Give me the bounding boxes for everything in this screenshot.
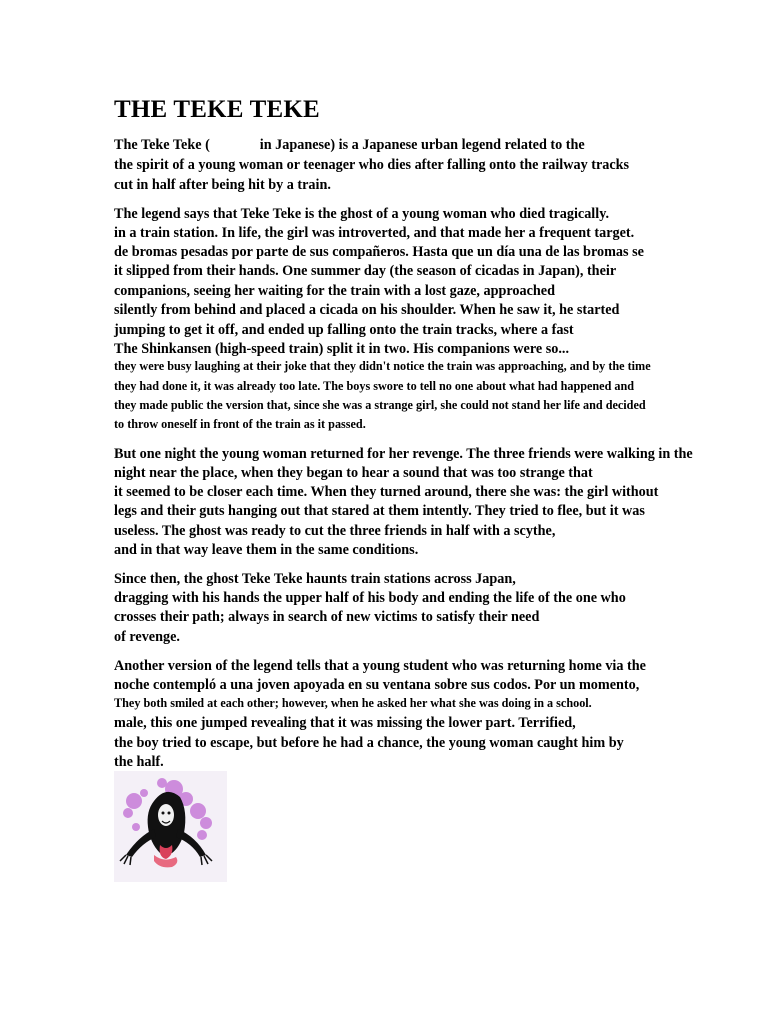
paragraph-3-line: legs and their guts hanging out that stared at them intently. They tried to flee, but it was	[114, 503, 645, 519]
teke-teke-ghost-icon	[114, 771, 227, 882]
teke-teke-illustration	[114, 771, 227, 882]
paragraph-4-line: dragging with his hands the upper half of his body and ending the life of the one who	[114, 590, 626, 606]
paragraph-3-line: and in that way leave them in the same conditions.	[114, 542, 419, 558]
paragraph-2-line: silently from behind and placed a cicada on his shoulder. When he saw it, he started	[114, 302, 620, 318]
paragraph-2-line: The legend says that Teke Teke is the ghost of a young woman who died tragically.	[114, 206, 610, 222]
paragraph-2-line: in a train station. In life, the girl was introverted, and that made her a frequent target.	[114, 225, 635, 241]
paragraph-2-line: The Shinkansen (high-speed train) split it in two. His companions were so...	[114, 341, 569, 357]
paragraph-4-line: of revenge.	[114, 629, 180, 645]
paragraph-2-line: jumping to get it off, and ended up falling onto the train tracks, where a fast	[114, 322, 574, 338]
paragraph-5-line: Another version of the legend tells that a young student who was returning home via the	[114, 658, 646, 674]
paragraph-1-line-1-b: in Japanese) is a Japanese urban legend related to the	[259, 137, 585, 153]
paragraph-5-line: They both smiled at each other; however, when he asked her what she was doing in a school.	[114, 696, 592, 710]
paragraph-4-line: crosses their path; always in search of new victims to satisfy their need	[114, 609, 540, 625]
paragraph-2-line: de bromas pesadas por parte de sus compañeros. Hasta que un día una de las bromas se	[114, 244, 644, 260]
paragraph-4-line: Since then, the ghost Teke Teke haunts train stations across Japan,	[114, 571, 516, 587]
paragraph-3-line: But one night the young woman returned for her revenge. The three friends were walking in the	[114, 446, 693, 462]
paragraph-2-line: they made public the version that, since she was a strange girl, she could not stand her life and decided	[114, 398, 646, 412]
paragraph-1-line-1	[114, 138, 585, 152]
paragraph-3-line: useless. The ghost was ready to cut the three friends in half with a scythe,	[114, 523, 556, 539]
paragraph-2-line: to throw oneself in front of the train as it passed.	[114, 417, 366, 431]
paragraph-5-line: noche contempló a una joven apoyada en su ventana sobre sus codos. Por un momento,	[114, 677, 640, 693]
paragraph-1-line-1-a: The Teke Teke (	[114, 137, 210, 153]
paragraph-3-line: night near the place, when they began to hear a sound that was too strange that	[114, 465, 593, 481]
paragraph-1-line-2: the spirit of a young woman or teenager who dies after falling onto the railway tracks	[114, 157, 630, 173]
paragraph-2-line: it slipped from their hands. One summer day (the season of cicadas in Japan), their	[114, 263, 617, 279]
paragraph-2-line: companions, seeing her waiting for the train with a lost gaze, approached	[114, 283, 555, 299]
paragraph-5-line: the half.	[114, 754, 164, 770]
page-title: THE TEKE TEKE	[114, 96, 320, 123]
paragraph-3-line: it seemed to be closer each time. When they turned around, there she was: the girl without	[114, 484, 659, 500]
paragraph-2-line: they had done it, it was already too late. The boys swore to tell no one about what had happened and	[114, 379, 635, 393]
paragraph-1-line-3: cut in half after being hit by a train.	[114, 177, 331, 193]
paragraph-5-line: male, this one jumped revealing that it was missing the lower part. Terrified,	[114, 715, 576, 731]
paragraph-5-line: the boy tried to escape, but before he had a chance, the young woman caught him by	[114, 735, 624, 751]
paragraph-2-line: they were busy laughing at their joke that they didn't notice the train was approaching, and by the time	[114, 359, 651, 373]
